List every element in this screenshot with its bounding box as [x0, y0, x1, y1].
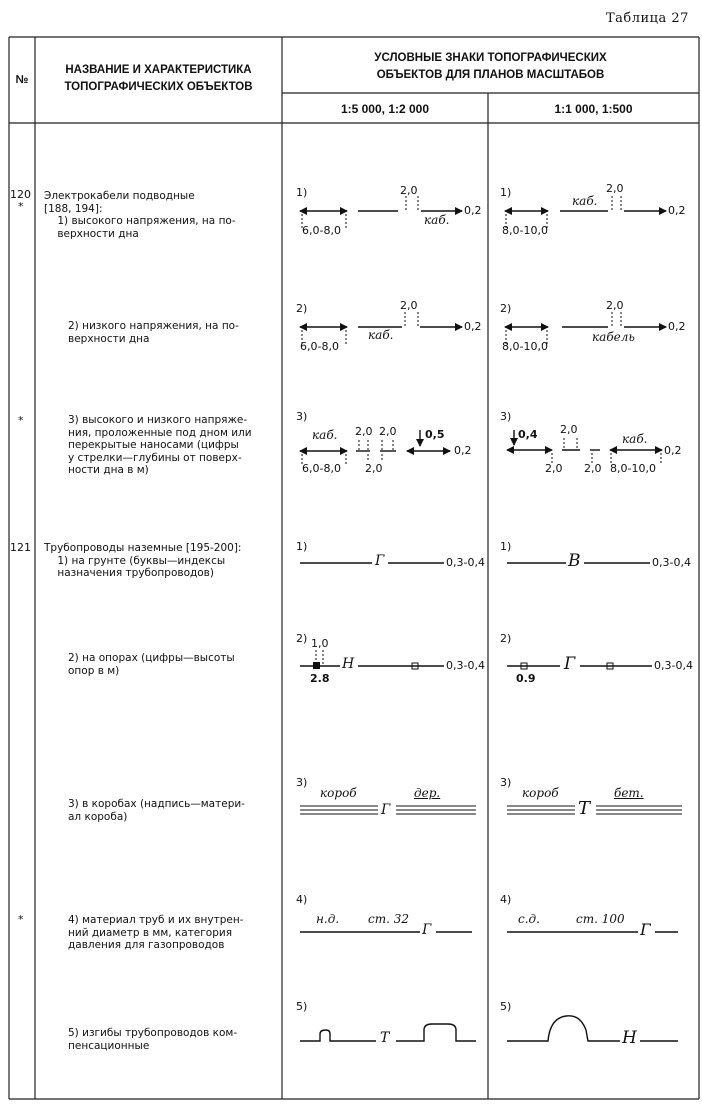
item-number: 5) — [296, 1000, 308, 1013]
depth-label: 0,4 — [518, 428, 538, 441]
row-description: 3) высокого и низкого напряже- ния, проложенные под дном или перекрытые наносами (цифры у стрелки—глубины от поверх- ности дна в м) — [68, 414, 252, 477]
pipe-index: Г — [640, 920, 651, 939]
cable-label: каб. — [368, 328, 394, 342]
row-description: Электрокабели подводные [188, 194]: 1) высокого напряжения, на по- верхности дна — [44, 190, 236, 240]
item-number: 1) — [500, 540, 512, 553]
pipe-index: Г — [381, 802, 391, 818]
row-description: Трубопроводы наземные [195-200]: 1) на грунте (буквы—индексы назначения трубопроводов) — [44, 542, 242, 580]
cable-label: каб. — [572, 194, 598, 208]
dim-label: 6,0-8,0 — [300, 340, 339, 353]
header-no: № — [15, 74, 29, 86]
dim-label: 2,0 — [400, 184, 418, 197]
pipe-note: с.д. — [518, 912, 540, 926]
dim-label: 6,0-8,0 — [302, 462, 341, 475]
header-scale-a: 1:5 000, 1:2 000 — [340, 102, 430, 116]
item-number: 3) — [296, 410, 308, 423]
item-number: 4) — [296, 893, 308, 906]
dim-label: 6,0-8,0 — [302, 224, 341, 237]
dim-label: 2,0 — [584, 462, 602, 475]
item-number: 3) — [500, 776, 512, 789]
dim-label: 0,2 — [664, 444, 682, 457]
depth-label: 0,5 — [425, 428, 445, 441]
dim-label: 2,0 — [606, 182, 624, 195]
dim-label: 0,2 — [464, 204, 482, 217]
item-number: 1) — [296, 540, 308, 553]
item-number: 2) — [500, 632, 512, 645]
dim-label: 2,0 — [606, 299, 624, 312]
item-number: 2) — [296, 632, 308, 645]
cable-label: каб. — [424, 213, 450, 227]
item-number: 5) — [500, 1000, 512, 1013]
item-number: 2) — [296, 302, 308, 315]
dim-label: 8,0-10,0 — [502, 224, 548, 237]
row-number: 121 — [10, 541, 31, 554]
cable-label: каб. — [622, 432, 648, 446]
header-symbols-line: ОБЪЕКТОВ ДЛЯ ПЛАНОВ МАСШТАБОВ — [376, 69, 605, 81]
dim-label: 2,0 — [365, 462, 383, 475]
row-description: 2) на опорах (цифры—высоты опор в м) — [68, 652, 235, 677]
pipe-index: Н — [622, 1028, 637, 1048]
header-name-line: НАЗВАНИЕ И ХАРАКТЕРИСТИКА — [65, 64, 252, 76]
dim-label: 0,3-0,4 — [652, 556, 691, 569]
pipe-index: Г — [375, 553, 385, 569]
height-label: 0.9 — [516, 672, 536, 685]
material-label: дер. — [414, 786, 441, 800]
pipe-note: ст. 100 — [576, 912, 625, 926]
height-label: 2.8 — [310, 672, 330, 685]
header-symbols-line: УСЛОВНЫЕ ЗНАКИ ТОПОГРАФИЧЕСКИХ — [374, 52, 607, 64]
header-name-line: ТОПОГРАФИЧЕСКИХ ОБЪЕКТОВ — [64, 81, 253, 93]
dim-label: 2,0 — [379, 425, 397, 438]
item-number: 4) — [500, 893, 512, 906]
item-number: 1) — [296, 186, 308, 199]
row-description: 4) материал труб и их внутрен- ний диаметр в мм, категория давления для газопроводов — [68, 914, 244, 952]
cable-label: каб. — [312, 428, 338, 442]
dim-label: 0,3-0,4 — [446, 659, 485, 672]
dim-label: 2,0 — [545, 462, 563, 475]
box-label: короб — [522, 786, 559, 800]
dim-label: 2,0 — [355, 425, 373, 438]
dim-label: 1,0 — [311, 637, 329, 650]
dim-label: 2,0 — [400, 299, 418, 312]
cable-label: кабель — [592, 330, 635, 344]
header-scale-b: 1:1 000, 1:500 — [554, 102, 633, 116]
item-number: 1) — [500, 186, 512, 199]
dim-label: 0,2 — [668, 204, 686, 217]
pipe-note: ст. 32 — [368, 912, 409, 926]
row-description: 3) в коробах (надпись—матери- ал короба) — [68, 798, 245, 823]
dim-label: 0,3-0,4 — [654, 659, 693, 672]
pipe-index: В — [568, 551, 581, 571]
item-number: 2) — [500, 302, 512, 315]
row-number: 120 — [10, 188, 31, 201]
pipe-index: Т — [578, 798, 591, 819]
dim-label: 0,3-0,4 — [446, 556, 485, 569]
pipe-index: Н — [342, 656, 355, 672]
dim-label: 0,2 — [464, 320, 482, 333]
dim-label: 2,0 — [560, 423, 578, 436]
dim-label: 0,2 — [668, 320, 686, 333]
row-description: 5) изгибы трубопроводов ком- пенсационные — [68, 1027, 238, 1052]
item-number: 3) — [296, 776, 308, 789]
item-number: 3) — [500, 410, 512, 423]
row-mark: * — [18, 414, 24, 427]
pipe-index: Г — [564, 654, 576, 674]
table-title: Таблица 27 — [606, 11, 689, 26]
pipe-index: Т — [380, 1030, 390, 1046]
row-mark: * — [18, 913, 24, 926]
row-description: 2) низкого напряжения, на по- верхности дна — [68, 320, 239, 345]
dim-label: 8,0-10,0 — [610, 462, 656, 475]
pipe-index: Г — [422, 922, 432, 938]
dim-label: 8,0-10,0 — [502, 340, 548, 353]
row-mark: * — [18, 200, 24, 213]
box-label: короб — [320, 786, 357, 800]
pipe-note: н.д. — [316, 912, 340, 926]
dim-label: 0,2 — [454, 444, 472, 457]
material-label: бет. — [614, 786, 644, 800]
